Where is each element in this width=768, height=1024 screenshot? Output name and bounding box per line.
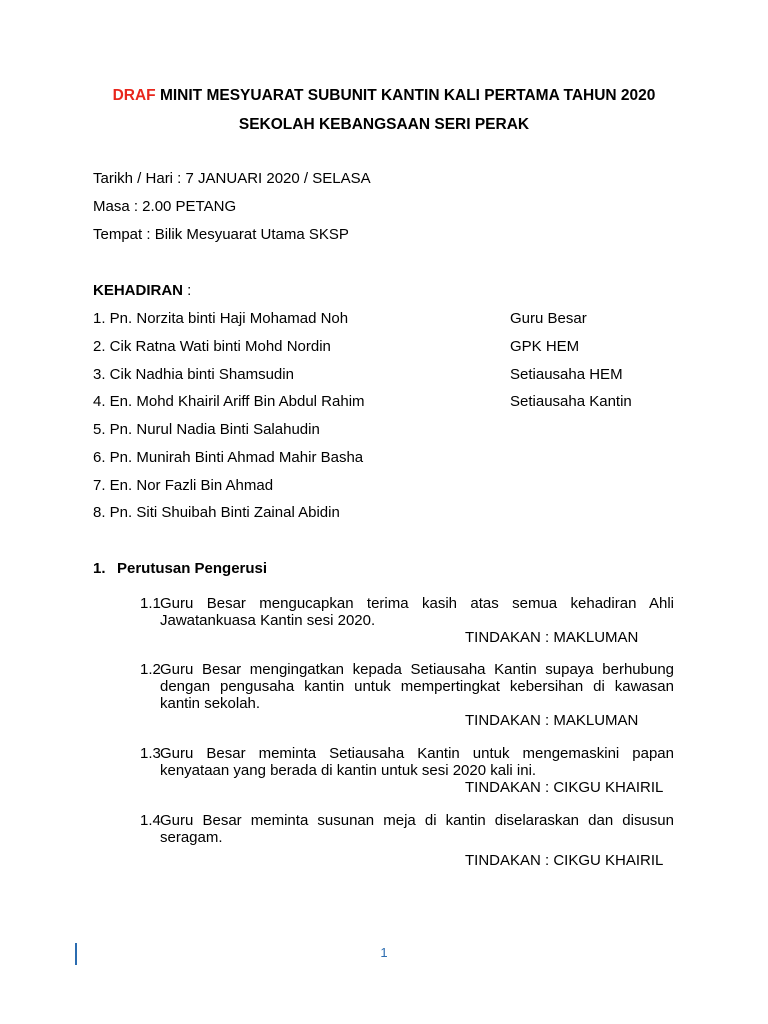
- attendee-name: 2. Cik Ratna Wati binti Mohd Nordin: [93, 338, 331, 355]
- attendee-name: 7. En. Nor Fazli Bin Ahmad: [93, 477, 274, 494]
- attendee-name: 1. Pn. Norzita binti Haji Mohamad Noh: [93, 310, 349, 327]
- attendance-label: KEHADIRAN: [93, 282, 183, 299]
- document-title: [0, 87, 768, 105]
- attendance-colon: :: [183, 282, 192, 299]
- item-number: 1.1: [140, 595, 161, 612]
- item-action: TINDAKAN : CIKGU KHAIRIL: [465, 852, 664, 869]
- draft-tag: DRAF: [112, 87, 156, 104]
- meeting-time: Masa : 2.00 PETANG: [93, 198, 237, 215]
- attendee-role: Setiausaha Kantin: [510, 393, 632, 410]
- attendee-role: GPK HEM: [510, 338, 580, 355]
- document-subtitle: SEKOLAH KEBANGSAAN SERI PERAK: [238, 116, 530, 133]
- minute-item: [140, 812, 674, 869]
- meeting-date: Tarikh / Hari : 7 JANUARI 2020 / SELASA: [93, 170, 371, 187]
- section-heading: [93, 560, 267, 577]
- item-text: Guru Besar meminta susunan meja di kantin diselaraskan dan disusun seragam.: [160, 812, 674, 846]
- item-text: Guru Besar mengingatkan kepada Setiausaha Kantin supaya berhubung dengan pengusaha kantin untuk mempertingkat kebersihan di kawasan kantin sekolah.: [160, 661, 674, 712]
- item-number: 1.2: [140, 661, 161, 678]
- item-text: Guru Besar mengucapkan terima kasih atas semua kehadiran Ahli Jawatankuasa Kantin sesi 2020.: [160, 595, 674, 629]
- page-number: 1: [380, 945, 388, 960]
- section-number: 1.: [93, 560, 106, 577]
- title-text: MINIT MESYUARAT SUBUNIT KANTIN KALI PERTAMA TAHUN 2020: [155, 87, 656, 104]
- attendee-name: 5. Pn. Nurul Nadia Binti Salahudin: [93, 421, 320, 438]
- attendee-name: 8. Pn. Siti Shuibah Binti Zainal Abidin: [93, 504, 340, 521]
- attendee-name: 6. Pn. Munirah Binti Ahmad Mahir Basha: [93, 449, 364, 466]
- item-number: 1.3: [140, 745, 161, 762]
- minute-item: [140, 661, 674, 729]
- item-action: TINDAKAN : CIKGU KHAIRIL: [465, 779, 664, 796]
- minute-item: [140, 595, 674, 646]
- item-action: TINDAKAN : MAKLUMAN: [465, 629, 639, 646]
- item-text: Guru Besar meminta Setiausaha Kantin untuk mengemaskini papan kenyataan yang berada di kantin untuk sesi 2020 kali ini.: [160, 745, 674, 779]
- attendee-role: Setiausaha HEM: [510, 366, 623, 383]
- item-number: 1.4: [140, 812, 161, 829]
- attendee-name: 4. En. Mohd Khairil Ariff Bin Abdul Rahim: [93, 393, 365, 410]
- meeting-place: Tempat : Bilik Mesyuarat Utama SKSP: [93, 226, 349, 243]
- attendee-role: Guru Besar: [510, 310, 587, 327]
- attendance-heading: [93, 282, 191, 299]
- minute-item: [140, 745, 674, 796]
- item-action: TINDAKAN : MAKLUMAN: [465, 712, 639, 729]
- section-title: Perutusan Pengerusi: [117, 560, 268, 577]
- attendee-name: 3. Cik Nadhia binti Shamsudin: [93, 366, 294, 383]
